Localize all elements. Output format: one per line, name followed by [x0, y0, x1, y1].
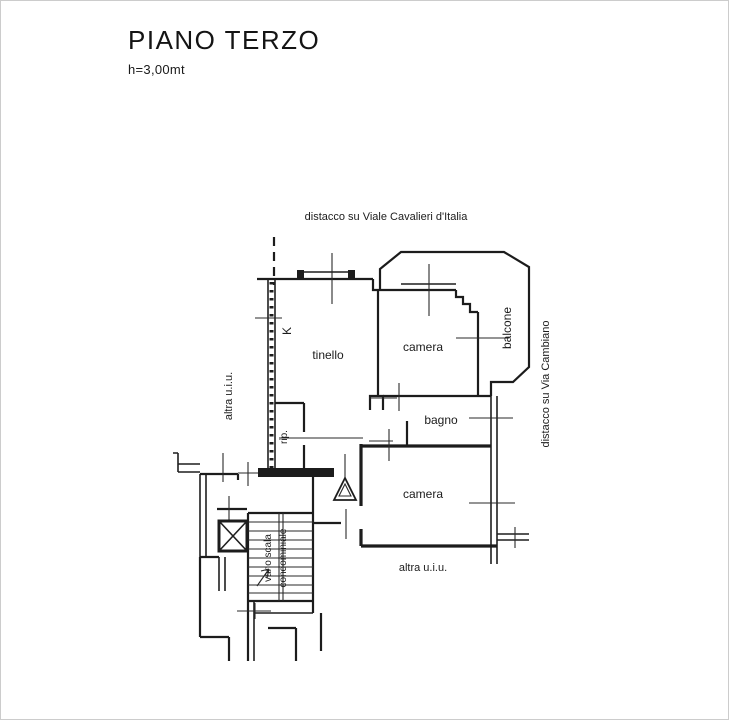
stairwell-label-line2: condominiale — [278, 528, 289, 588]
interior-walls — [173, 290, 529, 661]
room-label-cucina-k: K — [280, 326, 294, 336]
room-label-balcone: balcone — [500, 306, 514, 350]
room-label-ripostiglio: rip. — [279, 430, 290, 444]
floor-height-note: h=3,00mt — [128, 62, 185, 77]
room-label-bagno: bagno — [424, 413, 458, 427]
room-label-tinello: tinello — [312, 348, 344, 362]
annotation-right: distacco su Via Cambiano — [540, 320, 552, 448]
annotation-top: distacco su Viale Cavalieri d'Italia — [304, 211, 468, 223]
annotation-bottom: altra u.i.u. — [398, 562, 448, 574]
page-title: PIANO TERZO — [128, 25, 321, 55]
vent-triangle-symbol — [334, 454, 356, 500]
annotation-left: altra u.i.u. — [223, 371, 235, 421]
stairwell-label-line1: vano scala — [263, 534, 274, 582]
room-label-camera-sud: camera — [402, 487, 444, 501]
window-symbol — [297, 270, 355, 279]
elevator-shaft — [219, 521, 247, 551]
room-label-camera-nord: camera — [402, 340, 444, 354]
floorplan-drawing — [1, 1, 729, 720]
